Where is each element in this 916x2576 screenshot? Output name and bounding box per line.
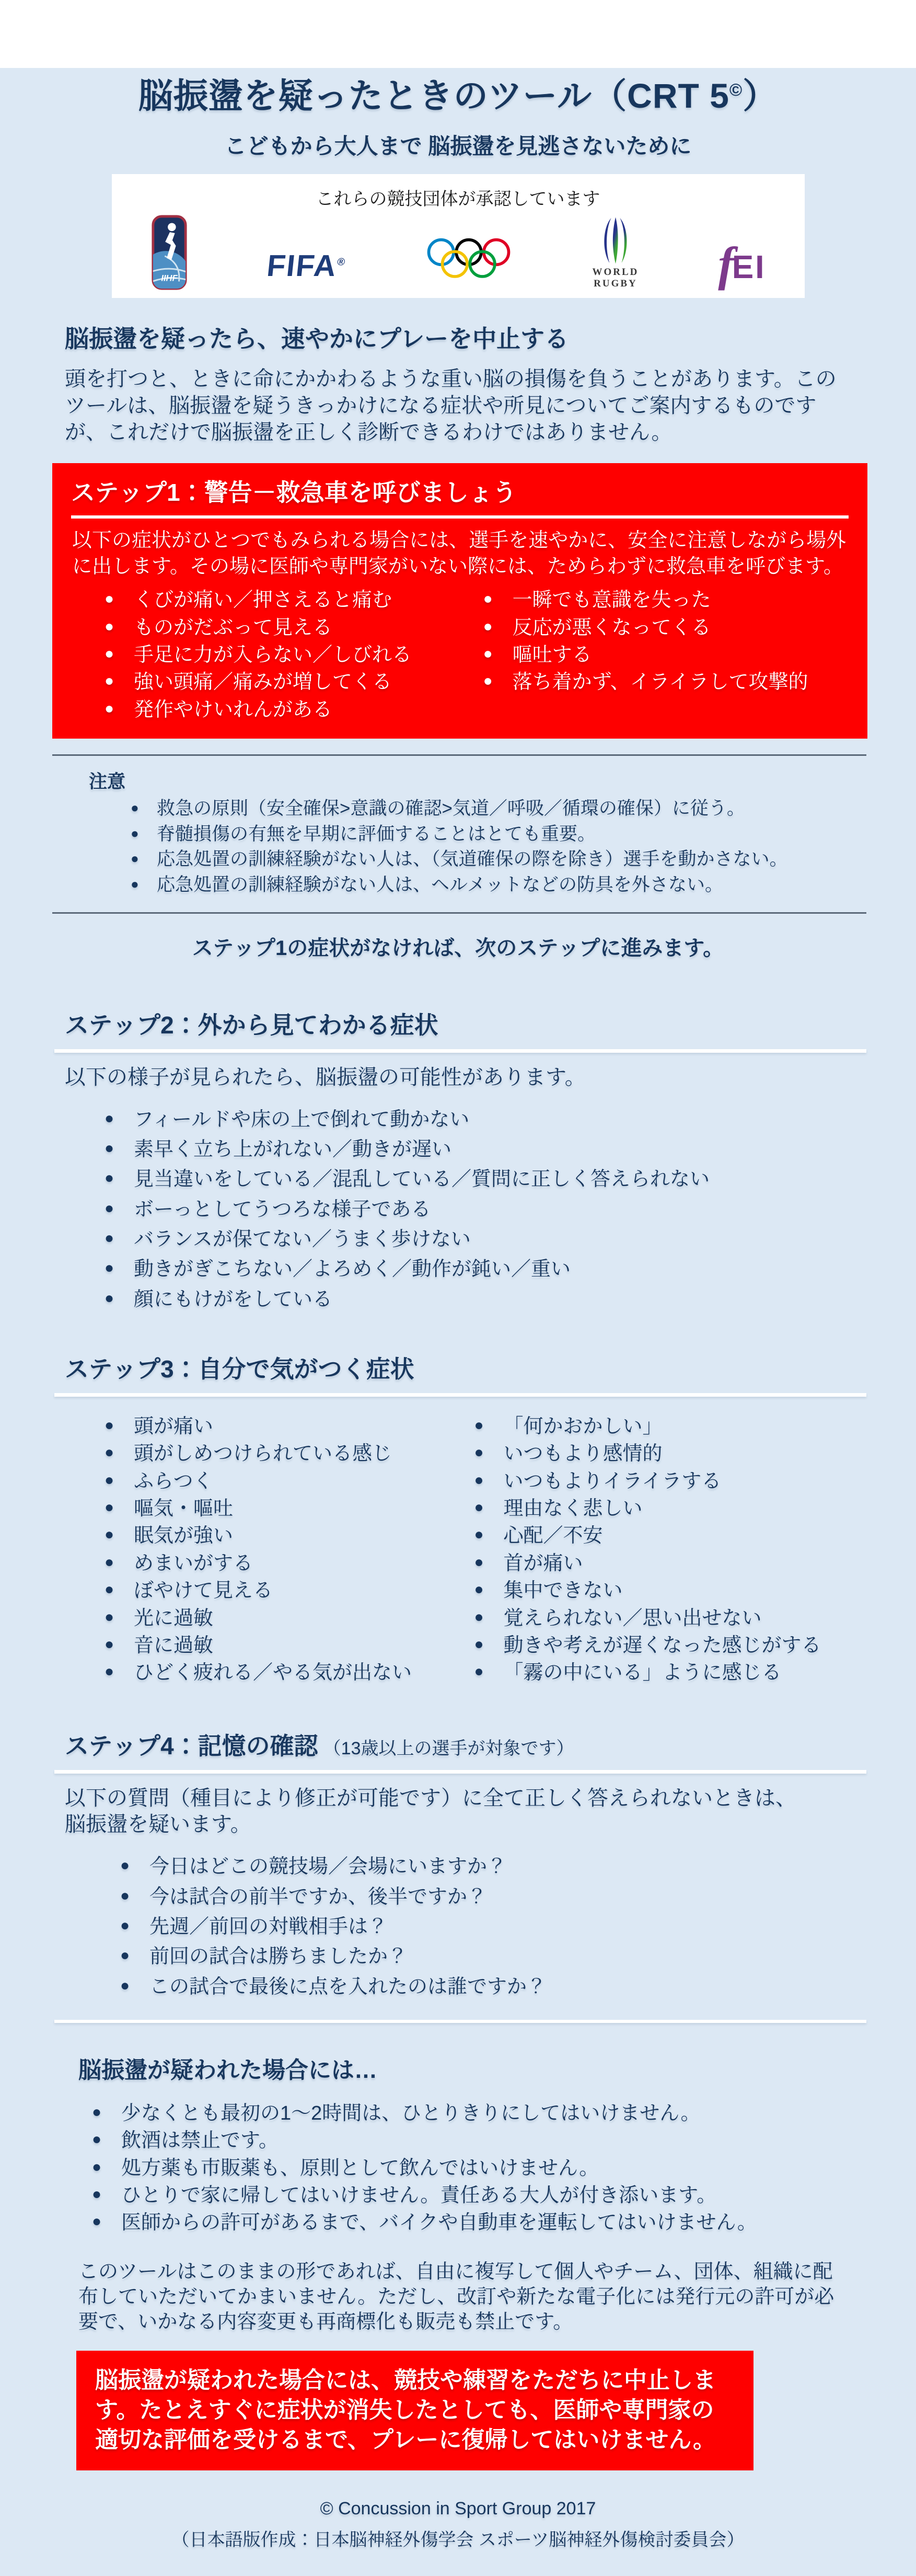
list-item: ● 動きがぎこちない／よろめく／動作が鈍い／重い: [105, 1257, 864, 1281]
list-item: ● ふらつく: [105, 1469, 474, 1493]
page-title: [31, 68, 885, 118]
list-item: ● 嘔吐する: [483, 643, 849, 667]
step1-symptom-list-left: [71, 588, 483, 725]
list-item: ● 応急処置の訓練経験がない人は、ヘルメットなどの防具を外さない。: [131, 874, 853, 896]
divider: [54, 2020, 866, 2023]
list-item: ● ぼやけて見える: [105, 1579, 474, 1603]
list-item: ● 音に過敏: [105, 1634, 474, 1658]
divider: [54, 1770, 866, 1774]
list-item: ● 発作やけいれんがある: [105, 698, 483, 722]
stop-play-heading: 脳振盪を疑ったら、速やかにプレーを中止する: [65, 325, 569, 352]
step1-symptom-list-right: [483, 588, 849, 725]
list-item: ● 覚えられない／思い出せない: [474, 1606, 864, 1630]
page-title-close: ）: [743, 76, 778, 115]
list-item: ● この試合で最後に点を入れたのは誰ですか？: [120, 1975, 864, 1999]
page-subtitle: こどもから大人まで 脳振盪を見逃さないために: [224, 134, 692, 158]
step1-heading: ステップ1：警告－救急車を呼びましょう: [71, 479, 517, 507]
fei-logo: [718, 237, 766, 291]
stop-play-body: 頭を打つと、ときに命にかかわるような重い脳の損傷を負うことがあります。このツールは、脳振盪を疑うきっかけになる症状や所見についてご案内するものですが、これだけで脳振盪を正しく診断できるわけではありません。: [65, 367, 837, 444]
world-rugby-word2: RUGBY: [594, 278, 637, 290]
list-item: ● 「霧の中にいる」ように感じる: [474, 1661, 864, 1685]
endorsement-logo-row: [143, 212, 773, 291]
step2-intro: 以下の様子が見られたら、脳振盪の可能性があります。: [65, 1065, 586, 1089]
step3-heading: ステップ3：自分で気がつく症状: [65, 1355, 414, 1383]
list-item: ● 心配／不安: [474, 1524, 864, 1548]
license-text: このツールはこのままの形であれば、自由に複写して個人やチーム、団体、組織に配布していただいてかまいません。ただし、改訂や新たな電子化には発行元の許可が必要で、いかなる内容変更も再商標化も販売も禁止です。: [78, 2260, 834, 2333]
list-item: ● 強い頭痛／痛みが増してくる: [105, 670, 483, 694]
list-item: ● 「何かおかしい」: [474, 1414, 864, 1439]
caution-section: [89, 767, 853, 896]
divider: [52, 754, 866, 756]
step4-section: [0, 1727, 916, 1999]
list-item: ● いつもより感情的: [474, 1442, 864, 1466]
list-item: ● くびが痛い／押さえると痛む: [105, 588, 483, 612]
list-item: ● 医師からの許可があるまで、バイクや自動車を運転してはいけません。: [92, 2211, 864, 2235]
list-item: ● 反応が悪くなってくる: [483, 616, 849, 640]
iihf-label: IIHF: [160, 273, 178, 283]
list-item: ● 今日はどこの競技場／会場にいますか？: [120, 1855, 864, 1879]
list-item: ● ひどく疲れる／やる気が出ない: [105, 1661, 474, 1685]
crt5-concussion-leaflet: [0, 68, 916, 2576]
list-item: ● 見当違いをしている／混乱している／質問に正しく答えられない: [105, 1167, 864, 1191]
copyright-superscript: ©: [729, 80, 743, 99]
list-item: ● 光に過敏: [105, 1606, 474, 1630]
list-item: ● 素早く立ち上がれない／動きが遅い: [105, 1137, 864, 1162]
list-item: ● 顔にもけがをしている: [105, 1287, 864, 1312]
step4-heading: [65, 1727, 853, 1762]
step3-symptom-columns: [52, 1414, 864, 1688]
step4-age-note: （13歳以上の選手が対象です）: [323, 1738, 574, 1758]
list-item: ● 手足に力が入らない／しびれる: [105, 643, 483, 667]
list-item: ● 先週／前回の対戦相手は？: [120, 1915, 864, 1939]
divider: [54, 1049, 866, 1053]
list-item: ● 前回の試合は勝ちましたか？: [120, 1945, 864, 1969]
step1-body: 以下の症状がひとつでもみられる場合には、選手を速やかに、安全に注意しながら場外に出します。その場に医師や専門家がいない際には、ためらわずに救急車を呼びます。: [72, 530, 847, 578]
list-item: ● 頭が痛い: [105, 1414, 474, 1439]
list-item: ● 理由なく悲しい: [474, 1497, 864, 1521]
list-item: ● バランスが保てない／うまく歩けない: [105, 1227, 864, 1251]
step1-alert-box: [52, 463, 867, 739]
step2-section: [0, 1006, 916, 1312]
world-rugby-logo: [593, 216, 639, 290]
endorsement-caption: これらの競技団体が承認しています: [316, 189, 600, 209]
fifa-logo: [265, 248, 346, 283]
list-item: ● 飲酒は禁止です。: [92, 2129, 864, 2153]
list-item: ● 処方薬も市販薬も、原則として飲んではいけません。: [92, 2156, 864, 2180]
divider: [52, 912, 866, 914]
world-rugby-ball-icon: [596, 216, 635, 264]
endorsement-box: [112, 174, 805, 298]
step1-symptom-columns: [71, 588, 849, 725]
list-item: ● フィールドや床の上で倒れて動かない: [105, 1108, 864, 1132]
suspected-heading: 脳振盪が疑われた場合には…: [78, 2057, 377, 2084]
list-item: ● 首が痛い: [474, 1551, 864, 1576]
fifa-label: FIFA: [265, 249, 339, 283]
step3-symptom-list-left: [52, 1414, 474, 1688]
list-item: ● 少なくとも最初の1～2時間は、ひとりきりにしてはいけません。: [92, 2101, 864, 2125]
final-warning-text: 脳振盪が疑われた場合には、競技や練習をただちに中止します。たとえすぐに症状が消失したとしても、医師や専門家の適切な評価を受けるまで、プレーに復帰してはいけません。: [95, 2367, 716, 2453]
list-item: ● 一瞬でも意識を失った: [483, 588, 849, 612]
list-item: ● 動きや考えが遅くなった感じがする: [474, 1634, 864, 1658]
list-item: ● 今は試合の前半ですか、後半ですか？: [120, 1885, 864, 1909]
list-item: ● 救急の原則（安全確保>意識の確認>気道／呼吸／循環の確保）に従う。: [131, 798, 853, 820]
divider: [54, 1393, 866, 1397]
proceed-note: ステップ1の症状がなければ、次のステップに進みます。: [192, 936, 724, 960]
fei-ei-glyph: EI: [732, 249, 766, 286]
list-item: ● 落ち着かず、イライラして攻撃的: [483, 670, 849, 694]
caution-heading: 注意: [89, 771, 126, 792]
fifa-registered-mark: ®: [337, 256, 346, 268]
list-item: ● いつもよりイライラする: [474, 1469, 864, 1493]
caution-list: [89, 798, 853, 896]
step4-question-list: [52, 1855, 864, 1999]
footer-copyright: © Concussion in Sport Group 2017: [320, 2499, 596, 2519]
list-item: ● 嘔気・嘔吐: [105, 1497, 474, 1521]
divider: [71, 515, 849, 519]
list-item: ● 集中できない: [474, 1579, 864, 1603]
step2-heading: ステップ2：外から見てわかる症状: [65, 1011, 438, 1039]
list-item: ● 応急処置の訓練経験がない人は、（気道確保の際を除き）選手を動かさない。: [131, 848, 853, 871]
step3-symptom-list-right: [474, 1414, 864, 1688]
footer-credit: （日本語版作成：日本脳神経外傷学会 スポーツ脳神経外傷検討委員会）: [171, 2530, 745, 2550]
olympic-rings-icon: [424, 237, 513, 281]
list-item: ● めまいがする: [105, 1551, 474, 1576]
suspected-section: [0, 2051, 916, 2235]
page-title-text: 脳振盪を疑ったときのツール（CRT 5: [138, 76, 729, 115]
suspected-rule-list: [78, 2101, 864, 2235]
list-item: ● 眠気が強い: [105, 1524, 474, 1548]
footer: [0, 2499, 916, 2551]
step4-heading-text: ステップ4：記憶の確認: [65, 1732, 318, 1760]
world-rugby-label: [593, 267, 639, 290]
list-item: ● 頭がしめつけられている感じ: [105, 1442, 474, 1466]
list-item: ● 脊髄損傷の有無を早期に評価することはとても重要。: [131, 823, 853, 846]
step2-sign-list: [52, 1108, 864, 1312]
iihf-logo: [150, 214, 188, 291]
fei-f-glyph: f: [718, 237, 734, 291]
list-item: ● ものがだぶって見える: [105, 616, 483, 640]
final-warning-box: [76, 2351, 753, 2471]
world-rugby-word1: WORLD: [592, 267, 639, 278]
list-item: ● ひとりで家に帰してはいけません。責任ある大人が付き添います。: [92, 2183, 864, 2207]
step4-intro: 以下の質問（種目により修正が可能です）に全て正しく答えられないときは、脳振盪を疑います。: [65, 1786, 796, 1836]
list-item: ● ボーっとしてうつろな様子である: [105, 1198, 864, 1222]
step3-section: [0, 1350, 916, 1688]
